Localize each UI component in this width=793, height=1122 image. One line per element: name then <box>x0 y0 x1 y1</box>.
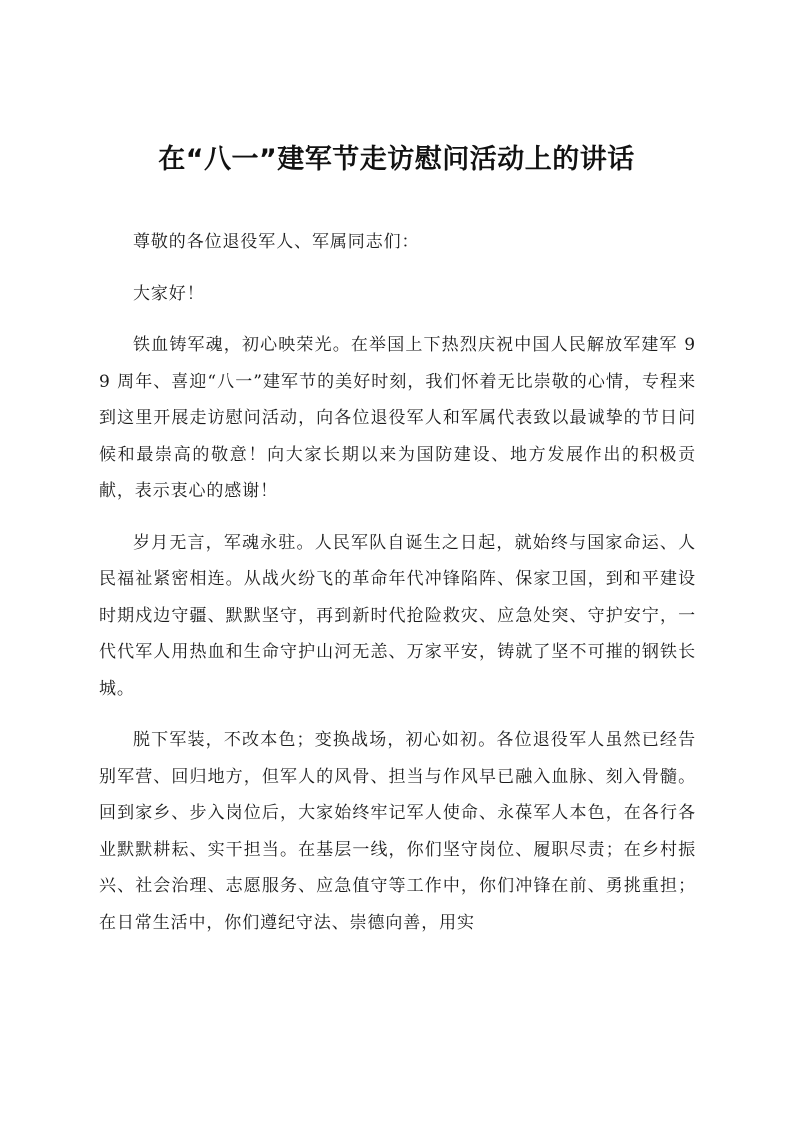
salutation-paragraph: 尊敬的各位退役军人、军属同志们： <box>133 232 420 252</box>
body-paragraph-1: 铁血铸军魂，初心映荣光。在举国上下热烈庆祝中国人民解放军建军 99 周年、喜迎“八一”建军节的美好时刻，我们怀着无比崇敬的心情，专程来到这里开展走访慰问活动，向各位退役军人和军属代表致以最诚挚的节日问候和最崇高的敬意！向大家长期以来为国防建设、地方发展作出的积极贡献，表示衷心的感谢！ <box>99 335 696 501</box>
body-paragraph-3: 脱下军装，不改本色；变换战场，初心如初。各位退役军人虽然已经告别军营、回归地方，但军人的风骨、担当与作风早已融入血脉、刻入骨髓。回到家乡、步入岗位后，大家始终牢记军人使命、永葆军人本色，在各行各业默默耕耘、实干担当。在基层一线，你们坚守岗位、履职尽责；在乡村振兴、社会治理、志愿服务、应急值守等工作中，你们冲锋在前、勇挑重担；在日常生活中，你们遵纪守法、崇德向善，用实 <box>99 730 696 933</box>
greeting-paragraph: 大家好！ <box>133 283 205 304</box>
document-title: 在“八一”建军节走访慰问活动上的讲话 <box>158 144 635 175</box>
body-paragraph-2: 岁月无言，军魂永驻。人民军队自诞生之日起，就始终与国家命运、人民福祉紧密相连。从战火纷飞的革命年代冲锋陷阵、保家卫国，到和平建设时期戍边守疆、默默坚守，再到新时代抢险救灾、应急处突、守护安宁，一代代军人用热血和生命守护山河无恙、万家平安，铸就了坚不可摧的钢铁长城。 <box>99 532 696 699</box>
document-body <box>99 224 696 956</box>
